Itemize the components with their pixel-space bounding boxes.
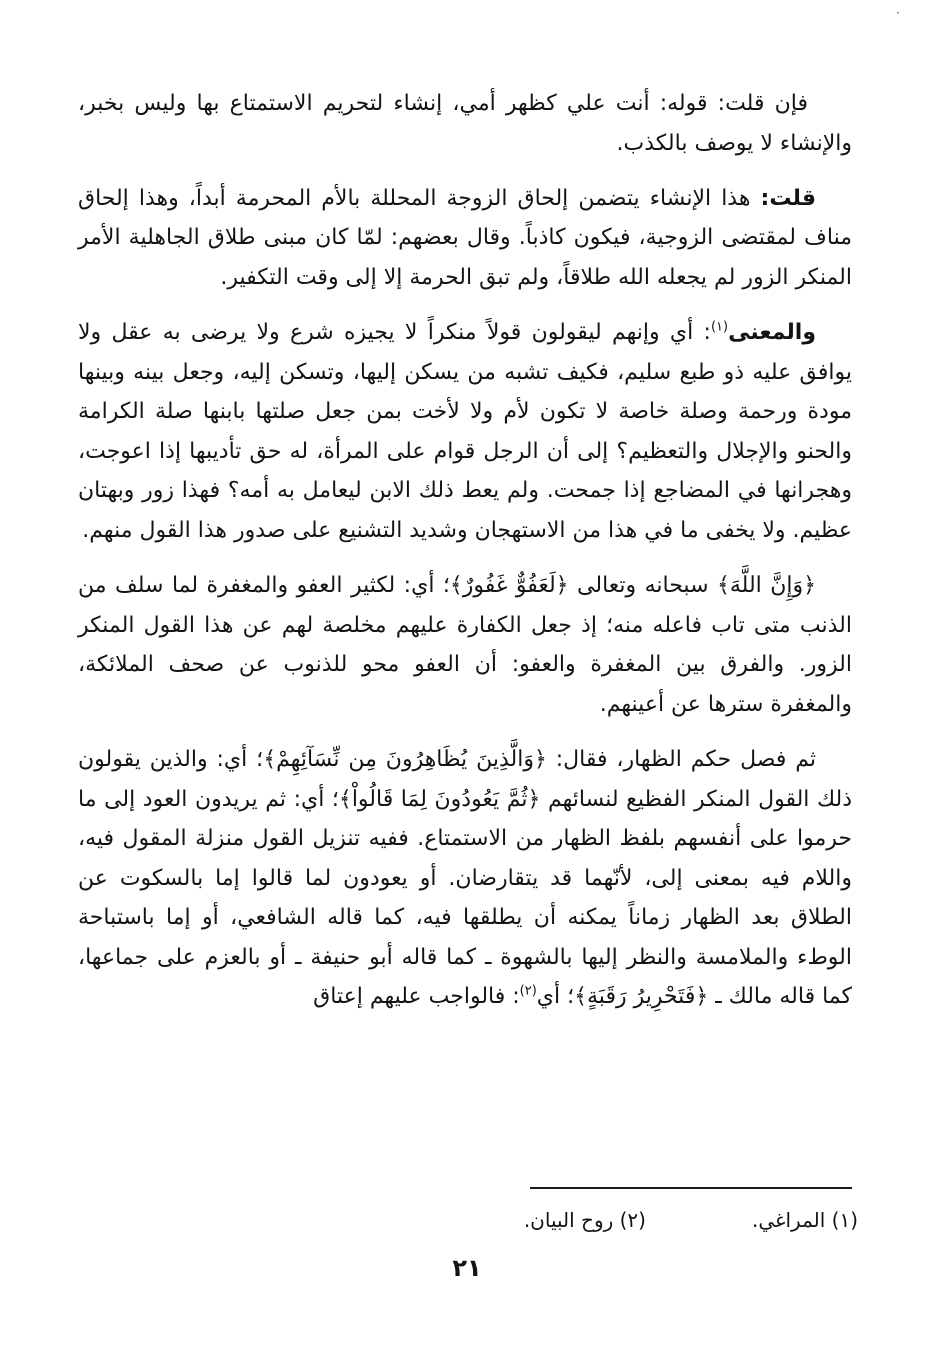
paragraph-forgiveness <box>78 566 852 724</box>
main-text <box>78 84 852 1033</box>
quran-quote: ﴿فَتَحْرِيرُ رَقَبَةٍ﴾ <box>574 984 709 1010</box>
page-number: ٢١ <box>452 1254 482 1282</box>
footnote-ref[interactable]: (١) <box>710 319 729 335</box>
quran-quote: ﴿لَعَفُوٌّ غَفُورٌ﴾ <box>449 573 569 599</box>
paragraph-text: سبحانه وتعالى <box>568 573 717 599</box>
footnote-1: (١) المراغي. <box>751 1208 858 1232</box>
quran-quote: ﴿وَالَّذِينَ يُظَاهِرُونَ مِن نِّسَآئِهِمْ﴾ <box>263 746 547 772</box>
footnote-2: (٢) روح البيان. <box>523 1208 646 1232</box>
corner-mark: · <box>896 6 900 20</box>
paragraph-text: : أي وإنهم ليقولون قولاً منكراً لا يجيزه شرع ولا يرضى به عقل ولا يوافق عليه ذو طبع سليم، فكيف تشبه من يسكن إليها، وتسكن إليه، وجعل بينه وبينها مودة ورحمة وصلة خاصة لا تكون لأم ولا لأخت بمن جعل صلتها بابنها صلة الكرامة والحنو والإجلال والتعظيم؟ إلى أن الرجل قوام على المرأة، له حق تأديبها إذا اعوجت، وهجرانها في المضاجع إذا جمحت. ولم يعط ذلك الابن ليعامل به أمه؟ فهذا زور وبهتان عظيم. ولا يخفى ما في هذا من الاستهجان وشديد التشنيع على صدور هذا القول منهم. <box>78 319 852 543</box>
paragraph-meaning <box>78 313 852 551</box>
quran-quote: ﴿ثُمَّ يَعُودُونَ لِمَا قَالُواْ﴾ <box>338 786 541 812</box>
paragraph-text: : فالواجب عليهم إعتاق <box>313 984 520 1010</box>
paragraph-text: ؛ أي: والذين يقولون ذلك القول المنكر الفظيع لنسائهم <box>78 746 853 812</box>
footnote-divider <box>530 1187 852 1189</box>
lead-word: والمعنى <box>728 319 816 345</box>
quran-quote: ﴿وَإِنَّ اللَّهَ﴾ <box>716 573 816 599</box>
paragraph-answer <box>78 179 852 298</box>
paragraph-text: ؛ أي: ثم يريدون العود إلى ما حرموا على أنفسهم بلفظ الظهار من الاستمتاع. ففيه تنزيل القول منزلة المقول فيه، واللام فيه بمعنى إلى، لأنّهما قد يتقارضان. أو يعودون لما قالوا إما بالسكوت عن الطلاق بعد الظهار زماناً يمكنه أن يطلقها فيه، كما قاله الشافعي، أو إما باستباحة الوطء والملامسة والنظر إليها بالشهوة ـ كما قاله أبو حنيفة ـ أو بالعزم على جماعها، كما قاله مالك ـ <box>78 786 852 1010</box>
paragraph-text: ؛ أي: لكثير العفو والمغفرة لما سلف من الذنب متى تاب فاعله منه؛ إذ جعل الكفارة عليهم مخلصة لهم عن هذا القول المنكر الزور. والفرق بين المغفرة والعفو: أن العفو محو للذنوب عن صحف الملائكة، والمغفرة سترها عن أعينهم. <box>78 573 852 717</box>
paragraph-text: ثم فصل حكم الظهار، فقال: <box>546 746 817 772</box>
footnote-ref[interactable]: (٢) <box>519 984 537 1000</box>
paragraph-text: فإن قلت: قوله: أنت علي كظهر أمي، إنشاء لتحريم الاستمتاع بها وليس بخبر، والإنشاء لا يوصف بالكذب. <box>78 91 852 156</box>
footnotes <box>200 1202 858 1238</box>
paragraph-zihar-ruling <box>78 740 852 1017</box>
paragraph-question <box>78 84 852 163</box>
paragraph-text: ؛ أي <box>536 984 575 1010</box>
lead-word: قلت: <box>760 185 816 211</box>
paragraph-text: هذا الإنشاء يتضمن إلحاق الزوجة المحللة بالأم المحرمة أبداً، وهذا إلحاق مناف لمقتضى الزوجية، فيكون كاذباً. وقال بعضهم: لمّا كان مبنى طلاق الجاهلية الأمر المنكر الزور لم يجعله الله طلاقاً، ولم تبق الحرمة إلا إلى وقت التكفير. <box>78 185 852 290</box>
